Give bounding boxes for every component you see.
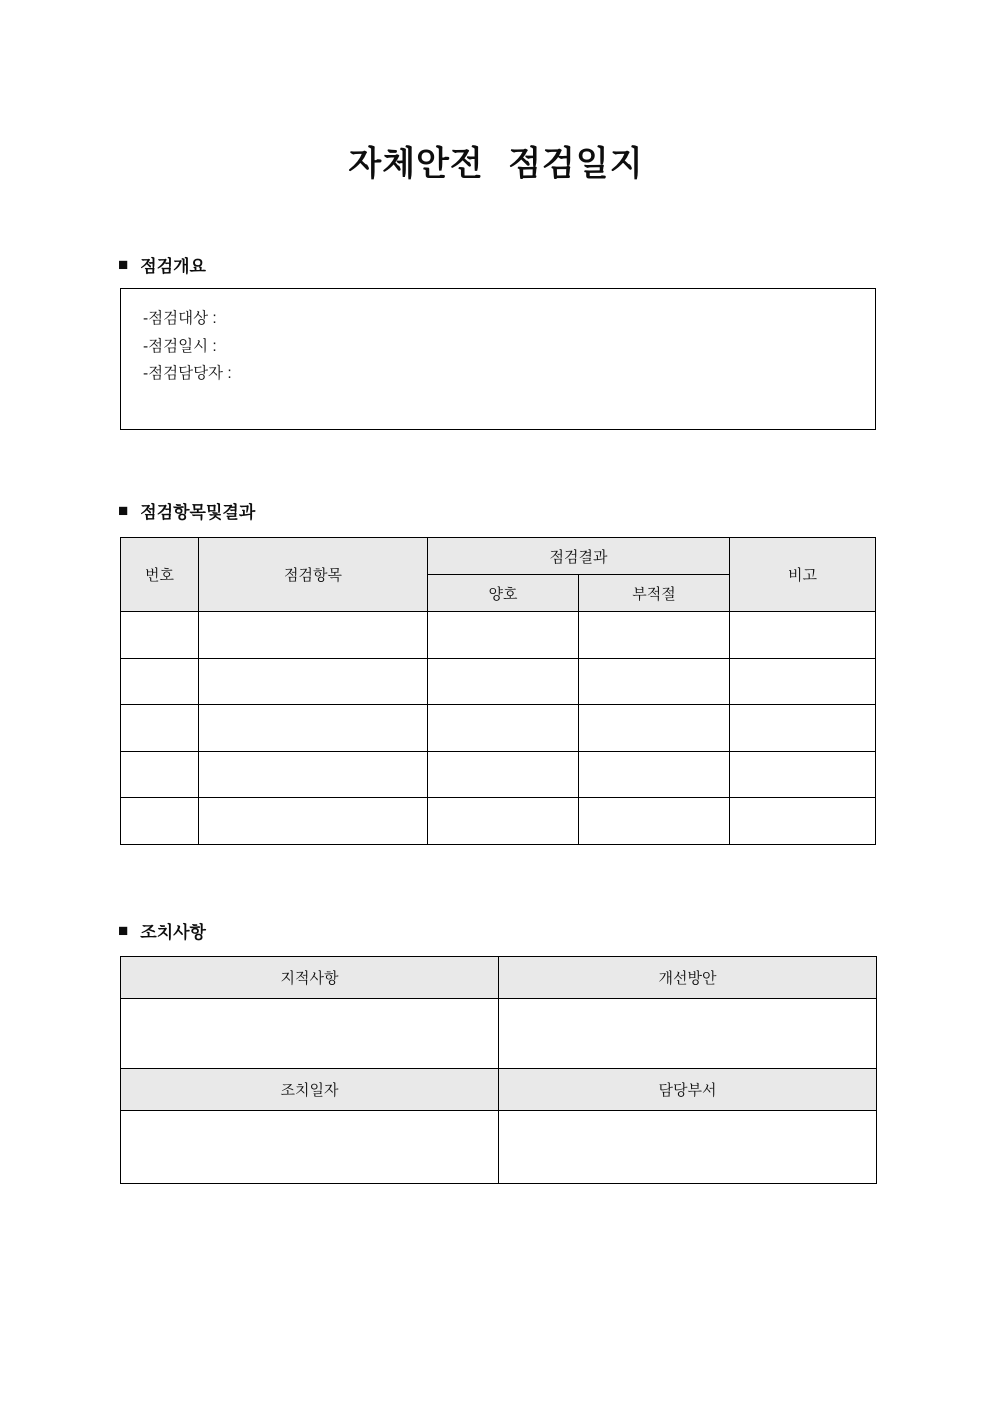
section-heading-items: [118, 498, 255, 523]
items-table-body: [121, 612, 876, 845]
actions-header-row-1: [121, 957, 877, 999]
empty-cell: [121, 658, 199, 705]
field-inspection-target: -점검대상 :: [143, 310, 217, 327]
empty-cell: [428, 658, 579, 705]
empty-cell: [579, 751, 730, 798]
col-header-good: 양호: [428, 575, 579, 612]
col-header-improvement: 개선방안: [499, 957, 877, 999]
empty-cell: [121, 612, 199, 659]
actions-header-row-2: [121, 1069, 877, 1111]
empty-cell: [199, 705, 428, 752]
section-bullet-icon: ■: [118, 501, 129, 520]
col-header-result: 점검결과: [428, 538, 730, 575]
empty-cell: [730, 798, 876, 845]
col-header-bad: 부적절: [579, 575, 730, 612]
empty-cell: [428, 612, 579, 659]
col-header-issue: 지적사항: [121, 957, 499, 999]
table-row: [121, 751, 876, 798]
empty-cell: [499, 1111, 877, 1184]
empty-cell: [199, 612, 428, 659]
section-heading-actions: [118, 918, 206, 943]
actions-empty-row: [121, 1111, 877, 1184]
field-inspection-person: -점검담당자 :: [143, 365, 232, 382]
empty-cell: [730, 705, 876, 752]
empty-cell: [121, 705, 199, 752]
empty-cell: [499, 999, 877, 1069]
section-heading-overview: [118, 252, 206, 277]
col-header-no: 번호: [121, 538, 199, 612]
col-header-note: 비고: [730, 538, 876, 612]
empty-cell: [121, 798, 199, 845]
empty-cell: [579, 705, 730, 752]
empty-cell: [730, 658, 876, 705]
section-heading-overview-label: 점검개요: [140, 257, 206, 276]
section-bullet-icon: ■: [118, 255, 129, 274]
field-inspection-datetime: -점검일시 :: [143, 337, 217, 355]
col-header-item: 점검항목: [199, 538, 428, 612]
empty-cell: [428, 798, 579, 845]
empty-cell: [199, 751, 428, 798]
empty-cell: [730, 751, 876, 798]
section-heading-items-label: 점검항목및결과: [140, 503, 256, 522]
empty-cell: [121, 1111, 499, 1184]
table-row: [121, 658, 876, 705]
section-heading-actions-label: 조치사항: [140, 923, 206, 942]
overview-box: [120, 288, 876, 430]
table-row: [121, 798, 876, 845]
empty-cell: [579, 612, 730, 659]
empty-cell: [199, 798, 428, 845]
header-row-top: [121, 538, 876, 575]
empty-cell: [579, 798, 730, 845]
actions-empty-row: [121, 999, 877, 1069]
empty-cell: [730, 612, 876, 659]
empty-cell: [428, 705, 579, 752]
page-title: 자체안전 점검일지: [348, 145, 644, 183]
col-header-action-date: 조치일자: [121, 1069, 499, 1111]
items-table-header: [121, 538, 876, 612]
col-header-department: 담당부서: [499, 1069, 877, 1111]
table-row: [121, 705, 876, 752]
empty-cell: [579, 658, 730, 705]
empty-cell: [121, 999, 499, 1069]
table-row: [121, 612, 876, 659]
actions-table: [120, 956, 877, 1184]
section-bullet-icon: ■: [118, 921, 129, 940]
inspection-items-table: [120, 537, 876, 845]
empty-cell: [121, 751, 199, 798]
empty-cell: [199, 658, 428, 705]
empty-cell: [428, 751, 579, 798]
